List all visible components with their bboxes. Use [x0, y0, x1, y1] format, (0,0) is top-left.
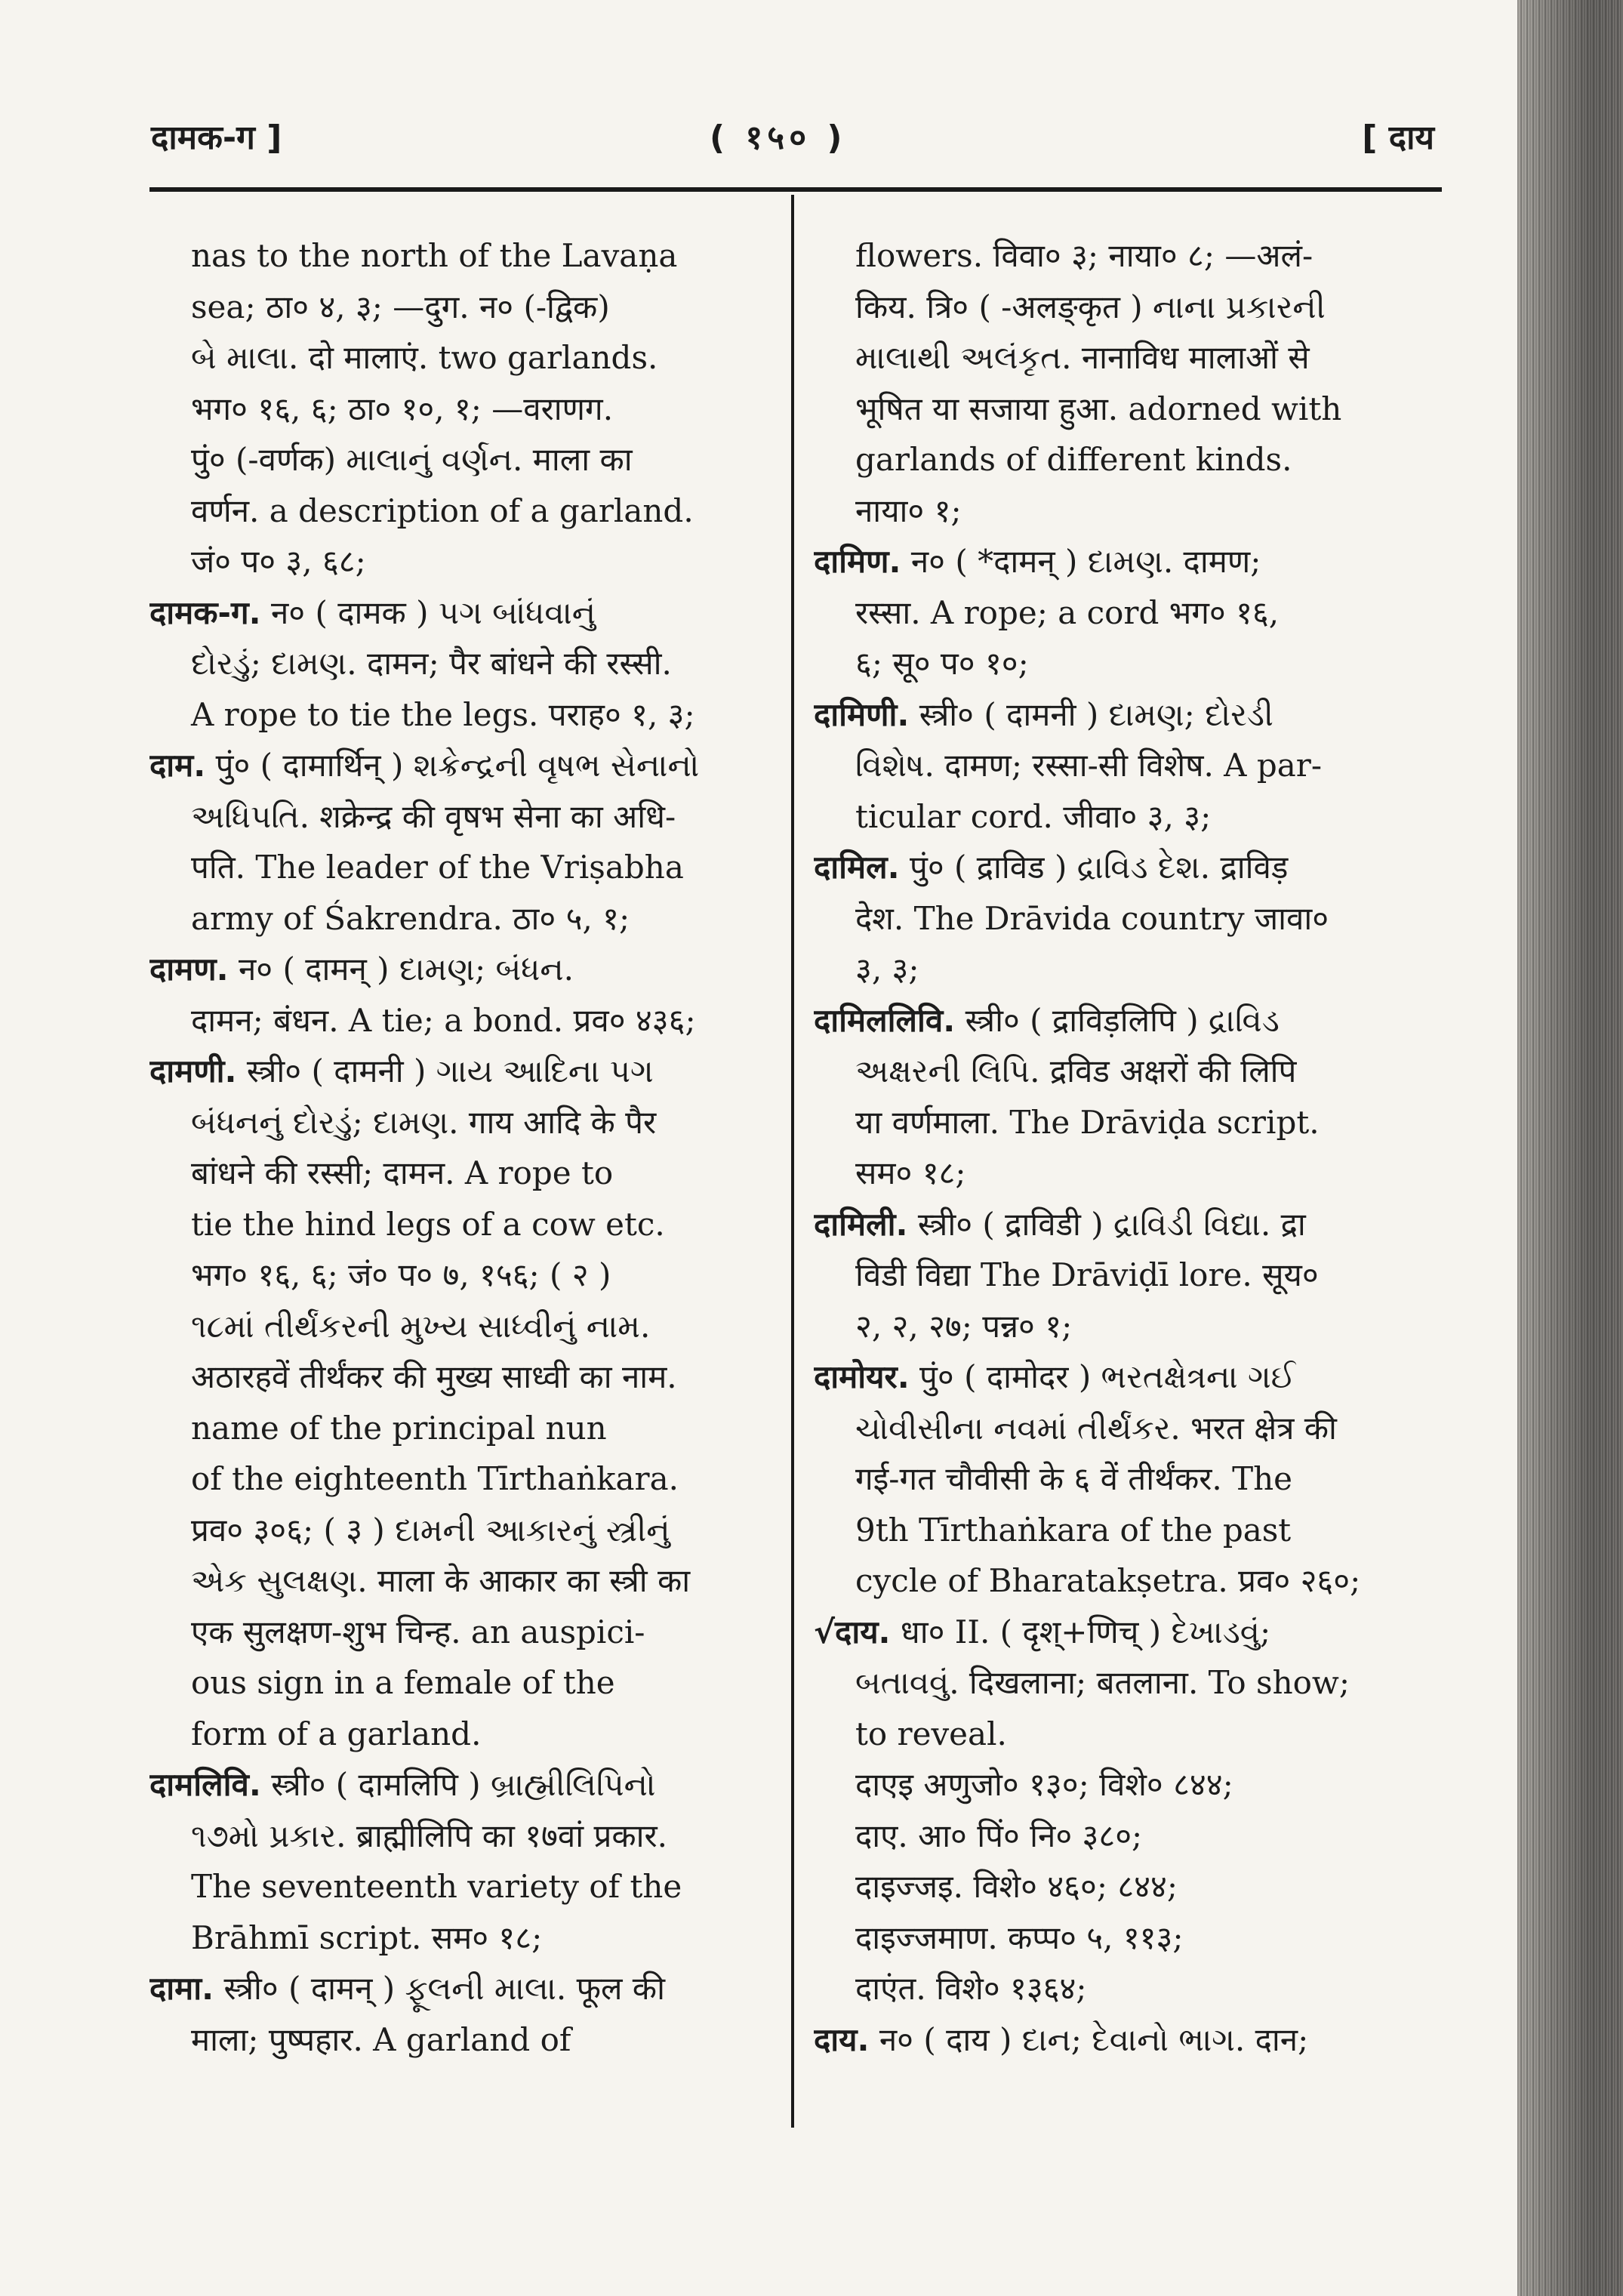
- entry-text: ચોવીસીના નવમાં તીર્થંકર. भरत क्षेत्र की: [855, 1409, 1337, 1447]
- entry-text: या वर्णमाला. The Drāviḍa script.: [855, 1103, 1320, 1141]
- entry-text: पुं० ( द्राविड ) દ્રાવિડ દેશ. द्राविड़: [909, 849, 1289, 886]
- entry-text: २, २, २७; पन्न० १;: [855, 1307, 1073, 1345]
- header-rule: [149, 187, 1442, 192]
- entry-text: army of Śakrendra. ठा० ५, १;: [191, 899, 630, 937]
- entry-text: विडी विद्या The Drāviḍī lore. सूय०: [855, 1256, 1319, 1293]
- entry-line: [149, 1709, 761, 1760]
- entry-text: माला; पुष्पहार. A garland of: [191, 2020, 571, 2058]
- entry-text: पुं० ( दामार्थिन् ) શક્રેન્દ્રની વૃષભ સેનાનો: [215, 747, 700, 784]
- entry-text: to reveal.: [855, 1715, 1007, 1752]
- entry-text: रस्सा. A rope; a cord भग० १६,: [855, 593, 1280, 631]
- entry-line: [814, 791, 1440, 843]
- entry-line: [149, 1250, 761, 1301]
- entry-text: न० ( *दामन् ) દામણ. दामण;: [910, 543, 1261, 580]
- entry-text: भूषित या सजाया हुआ. adorned with: [855, 390, 1342, 427]
- running-head-left: दामक-ग ]: [151, 119, 282, 157]
- entry-text: भग० १६, ६; जं० प० ७, १५६; ( २ ): [191, 1256, 611, 1293]
- entry-headword-line: [814, 1199, 1440, 1250]
- entry-text: form of a garland.: [191, 1715, 482, 1752]
- entry-text: दाइज्जमाण. कप्प० ५, ११३;: [855, 1918, 1184, 1956]
- entry-text: दाएइ अणुजो० १३०; विशे० ८४४;: [855, 1766, 1233, 1803]
- running-head: [151, 113, 1434, 174]
- entry-line: [814, 434, 1440, 485]
- entry-text: दाइज्जइ. विशे० ४६०; ८४४;: [855, 1868, 1178, 1905]
- left-column: [149, 230, 761, 2065]
- entry-text: ३, ३;: [855, 951, 919, 988]
- headword: दामण.: [149, 951, 229, 988]
- entry-text: स्त्री० ( दामनी ) દામણ; દોરડી: [919, 695, 1273, 733]
- headword: दामलिवि.: [149, 1766, 261, 1803]
- entry-text: देश. The Drāvida country जावा०: [855, 899, 1329, 937]
- headword: दामोयर.: [814, 1358, 910, 1395]
- entry-text: किय. त्रि० ( -अलङ्कृत ) નાના પ્રકારની: [855, 288, 1326, 325]
- headword: दामिली.: [814, 1205, 908, 1243]
- entry-text: flowers. विवा० ३; नाया० ८; —अलं-: [855, 237, 1313, 274]
- entry-text: માલાથી અલંકૃત. नानाविध मालाओं से: [855, 339, 1310, 376]
- entry-line: [149, 1505, 761, 1556]
- entry-text: धा० II. ( दृश्+णिच् ) દેખાડવું;: [900, 1613, 1271, 1650]
- entry-line: [149, 434, 761, 485]
- entry-text: दाएंत. विशे० १३६४;: [855, 1970, 1087, 2007]
- entry-line: [149, 689, 761, 741]
- entry-line: [814, 485, 1440, 537]
- entry-line: [814, 1148, 1440, 1199]
- page-number: ( १५० ): [710, 119, 847, 157]
- entry-text: अठारहवें तीर्थंकर की मुख्य साध्वी का नाम.: [191, 1358, 677, 1395]
- entry-line: [814, 587, 1440, 639]
- entry-line: [149, 1657, 761, 1709]
- entry-line: [149, 332, 761, 384]
- entry-text: दामन; बंधन. A tie; a bond. प्रव० ४३६;: [191, 1001, 696, 1039]
- entry-line: [149, 1301, 761, 1352]
- entry-text: The seventeenth variety of the: [191, 1868, 682, 1905]
- entry-line: [149, 2014, 761, 2066]
- entry-line: [814, 1046, 1440, 1097]
- entry-headword-line: [814, 1351, 1440, 1403]
- entry-text: वर्णन. a description of a garland.: [191, 492, 694, 529]
- entry-text: गई-गत चौवीसी के ६ वें तीर्थंकर. The: [855, 1460, 1293, 1497]
- headword: दाय.: [814, 2020, 870, 2058]
- entry-line: [814, 282, 1440, 333]
- entry-headword-line: [814, 995, 1440, 1046]
- entry-line: [814, 230, 1440, 282]
- headword: दामणी.: [149, 1052, 237, 1089]
- entry-text: ૧૭મો પ્રકાર. ब्राह्मीलिपि का १७वां प्रकार.: [191, 1817, 668, 1854]
- entry-text: name of the principal nun: [191, 1409, 607, 1447]
- entry-text: भग० १६, ६; ठा० १०, १; —वराणग.: [191, 390, 614, 427]
- headword: दामिललिवि.: [814, 1001, 956, 1039]
- entry-line: [149, 1453, 761, 1505]
- entry-line: [149, 384, 761, 435]
- entry-text: ous sign in a female of the: [191, 1664, 615, 1701]
- entry-line: [149, 536, 761, 587]
- entry-line: [149, 230, 761, 282]
- entry-text: एक सुलक्षण-शुभ चिन्ह. an auspici-: [191, 1613, 645, 1650]
- entry-line: [814, 332, 1440, 384]
- entry-line: [814, 384, 1440, 435]
- entry-line: [149, 1097, 761, 1148]
- entry-headword-line: [814, 536, 1440, 587]
- entry-text: અક્ષરની લિપિ. द्रविड अक्षरों की लिपि: [855, 1052, 1297, 1089]
- entry-headword-line: [149, 1046, 761, 1097]
- entry-line: [814, 1963, 1440, 2014]
- entry-text: ६; सू० प० १०;: [855, 645, 1029, 682]
- entry-line: [814, 1250, 1440, 1301]
- entry-text: દોરડું; દામણ. दामन; पैर बांधने की रस्सी.: [191, 645, 672, 682]
- entry-headword-line: [149, 944, 761, 995]
- entry-headword-line: [814, 2014, 1440, 2066]
- entry-text: બંધનનું દોરડું; દામણ. गाय आदि के पैर: [191, 1103, 657, 1141]
- entry-text: न० ( दाय ) દાન; દેવાનો ભાગ. दान;: [879, 2020, 1309, 2058]
- entry-text: स्त्री० ( द्राविडी ) દ્રાવિડી વિદ્યા. द्रा: [917, 1205, 1306, 1243]
- entry-headword-line: [149, 740, 761, 791]
- entry-text: એક સુલક્ષણ. माला के आकार का स्त्री का: [191, 1562, 691, 1599]
- entry-line: [149, 1199, 761, 1250]
- entry-text: स्त्री० ( दामलिपि ) બ્રાહ્મીલિપિનો: [271, 1766, 656, 1803]
- entry-line: [149, 485, 761, 537]
- entry-line: [814, 1912, 1440, 1964]
- entry-line: [149, 1403, 761, 1454]
- headword: दाम.: [149, 747, 206, 784]
- entry-line: [814, 1811, 1440, 1862]
- entry-text: garlands of different kinds.: [855, 441, 1292, 478]
- entry-text: sea; ठा० ४, ३; —दुग. न० (-द्विक): [191, 288, 610, 325]
- entry-line: [149, 282, 761, 333]
- entry-line: [814, 1097, 1440, 1148]
- right-column: [814, 230, 1440, 2065]
- entry-headword-line: [814, 689, 1440, 741]
- entry-text: पुं० (-वर्णक) માલાનું વર્ણન. माला का: [191, 441, 633, 478]
- entry-line: [814, 1505, 1440, 1556]
- entry-headword-line: [149, 587, 761, 639]
- entry-line: [814, 1861, 1440, 1912]
- entry-text: न० ( दामक ) પગ બાંધવાનું: [270, 593, 596, 631]
- headword: दामिणी.: [814, 695, 910, 733]
- entry-text: जं० प० ३, ६८;: [191, 543, 366, 580]
- entry-headword-line: [149, 1963, 761, 2014]
- entry-text: पति. The leader of the Vriṣabha: [191, 849, 684, 886]
- entry-line: [149, 1861, 761, 1912]
- entry-text: ૧૮માં તીર્થંકરની મુખ્ય સાધ્વીનું નામ.: [191, 1307, 651, 1345]
- entry-text: nas to the north of the Lavaṇa: [191, 237, 678, 274]
- entry-text: स्त्री० ( द्राविड़लिपि ) દ્રાવિડ: [965, 1001, 1280, 1039]
- entry-text: पुं० ( दामोदर ) ભરતક્ષેત્રના ગઈ: [919, 1358, 1296, 1395]
- entry-line: [814, 944, 1440, 995]
- entry-line: [149, 1912, 761, 1964]
- headword: दामक-ग.: [149, 593, 261, 631]
- headword: दामिण.: [814, 543, 901, 580]
- entry-text: A rope to tie the legs. पराह० १, ३;: [191, 695, 695, 733]
- running-head-right: [ दाय: [1362, 119, 1434, 157]
- entry-text: प्रव० ३०६; ( ३ ) દામની આકારનું સ્ત્રીનું: [191, 1511, 670, 1549]
- scanned-page-edge: [1517, 0, 1623, 2296]
- entry-text: न० ( दामन् ) દામણ; બંધન.: [238, 951, 574, 988]
- entry-line: [149, 1607, 761, 1658]
- entry-headword-line: [149, 1759, 761, 1811]
- entry-text: અધિપતિ. शक्रेन्द्र की वृषभ सेना का अधि-: [191, 797, 676, 835]
- entry-line: [814, 1555, 1440, 1607]
- entry-text: स्त्री० ( दामन् ) ફૂલની માલા. फूल की: [223, 1970, 665, 2007]
- entry-line: [149, 1555, 761, 1607]
- entry-text: cycle of Bharatakṣetra. प्रव० २६०;: [855, 1562, 1361, 1599]
- headword: दामिल.: [814, 849, 900, 886]
- headword: √दाय.: [814, 1613, 891, 1650]
- entry-line: [149, 995, 761, 1046]
- entry-text: स्त्री० ( दामनी ) ગાય આદિના પગ: [246, 1052, 654, 1089]
- entry-line: [814, 1657, 1440, 1709]
- entry-headword-line: [814, 1607, 1440, 1658]
- entry-text: વિશેષ. दामण; रस्सा-सी विशेष. A par-: [855, 747, 1323, 784]
- entry-text: tie the hind legs of a cow etc.: [191, 1205, 665, 1243]
- entry-text: बांधने की रस्सी; दामन. A rope to: [191, 1154, 614, 1191]
- entry-text: नाया० १;: [855, 492, 962, 529]
- entry-line: [149, 842, 761, 893]
- entry-line: [149, 1811, 761, 1862]
- entry-text: ticular cord. जीवा० ३, ३;: [855, 797, 1212, 835]
- entry-line: [814, 1709, 1440, 1760]
- entry-line: [149, 638, 761, 689]
- entry-line: [814, 1403, 1440, 1454]
- entry-text: दाए. आ० पिं० नि० ३८०;: [855, 1817, 1143, 1854]
- entry-text: 9th Tīrthaṅkara of the past: [855, 1511, 1292, 1549]
- entry-line: [814, 1759, 1440, 1811]
- entry-line: [149, 1351, 761, 1403]
- entry-text: सम० १८;: [855, 1154, 966, 1191]
- entry-headword-line: [814, 842, 1440, 893]
- entry-line: [814, 1453, 1440, 1505]
- entry-text: of the eighteenth Tīrthaṅkara.: [191, 1460, 679, 1497]
- entry-line: [149, 893, 761, 945]
- entry-line: [149, 1148, 761, 1199]
- entry-line: [149, 791, 761, 843]
- headword: दामा.: [149, 1970, 214, 2007]
- entry-line: [814, 740, 1440, 791]
- entry-line: [814, 638, 1440, 689]
- entry-line: [814, 893, 1440, 945]
- entry-line: [814, 1301, 1440, 1352]
- entry-text: બતાવવું. दिखलाना; बतलाना. To show;: [855, 1664, 1350, 1701]
- entry-text: બે માલા. दो मालाएं. two garlands.: [191, 339, 658, 376]
- column-divider: [791, 195, 794, 2128]
- entry-text: Brāhmī script. सम० १८;: [191, 1918, 543, 1956]
